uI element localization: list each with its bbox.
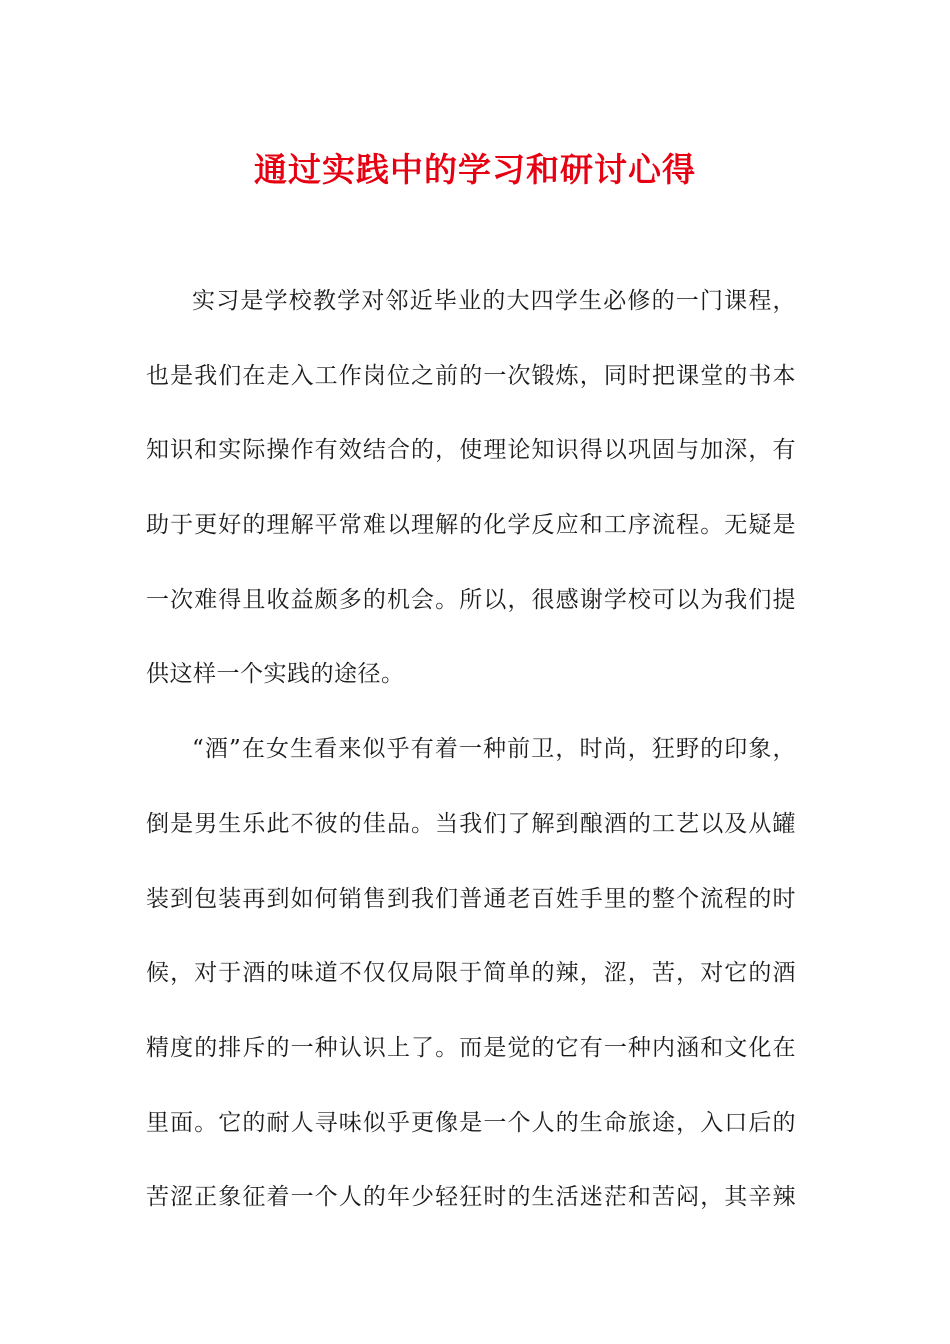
text-line: 一次难得且收益颇多的机会。所以，很感谢学校可以为我们提 <box>146 586 796 613</box>
text-line: 也是我们在走入工作岗位之前的一次锻炼，同时把课堂的书本 <box>146 362 796 389</box>
text-line: 供这样一个实践的途径。 <box>146 661 405 688</box>
text-line: 助于更好的理解平常难以理解的化学反应和工序流程。无疑是 <box>146 512 796 539</box>
text-line: 里面。它的耐人寻味似乎更像是一个人的生命旅途，入口后的 <box>146 1109 796 1136</box>
text-line: 实习是学校教学对邻近毕业的大四学生必修的一门课程， <box>192 288 796 314</box>
document-title: 通过实践中的学习和研讨心得 <box>254 150 696 189</box>
text-line: 候，对于酒的味道不仅仅局限于简单的辣，涩，苦，对它的酒 <box>146 960 796 987</box>
document-body <box>146 276 796 1247</box>
text-line: 苦涩正象征着一个人的年少轻狂时的生活迷茫和苦闷，其辛辣 <box>146 1184 796 1211</box>
text-line: 装到包装再到如何销售到我们普通老百姓手里的整个流程的时 <box>146 885 796 912</box>
paragraph-1 <box>146 276 796 724</box>
text-line: 知识和实际操作有效结合的，使理论知识得以巩固与加深，有 <box>146 437 796 464</box>
text-line: 倒是男生乐此不彼的佳品。当我们了解到酿酒的工艺以及从罐 <box>146 810 796 837</box>
text-line: 精度的排斥的一种认识上了。而是觉的它有一种内涵和文化在 <box>146 1034 796 1061</box>
paragraph-2 <box>146 724 796 1247</box>
text-line: “酒”在女生看来似乎有着一种前卫，时尚，狂野的印象， <box>192 736 796 763</box>
